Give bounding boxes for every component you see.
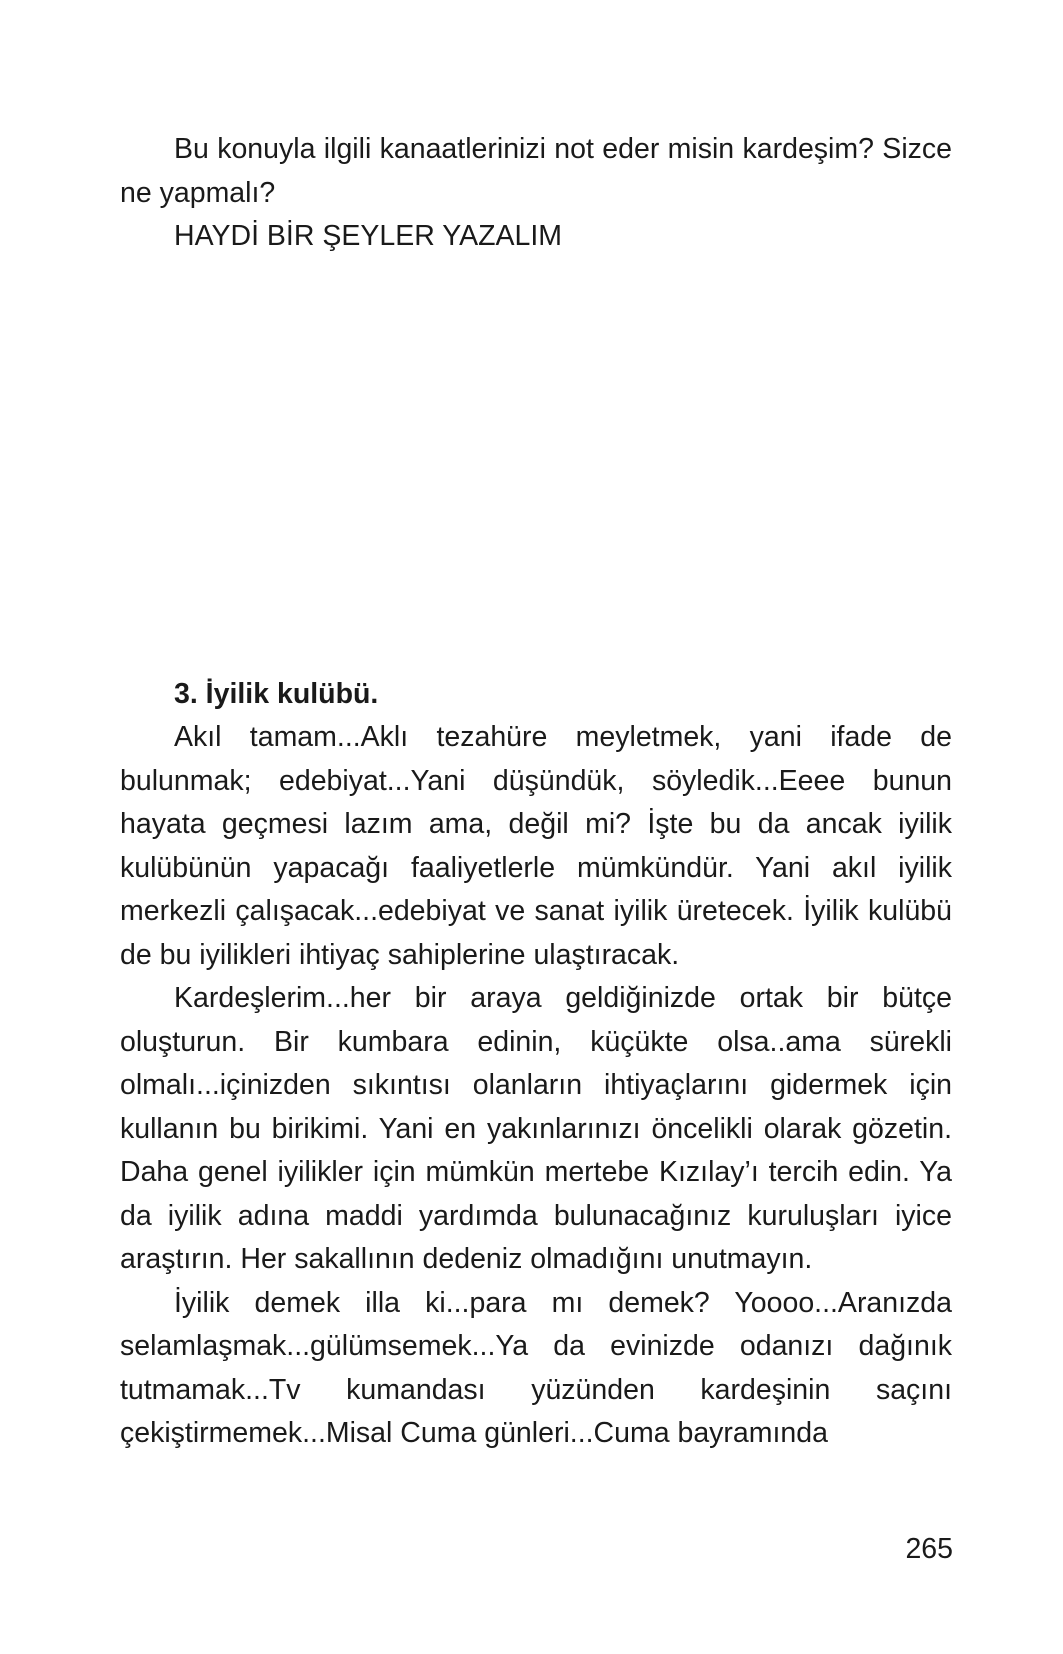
page-body xyxy=(120,128,952,1456)
write-prompt: HAYDİ BİR ŞEYLER YAZALIM xyxy=(174,220,563,252)
question-paragraph: Bu konuyla ilgili kanaatlerinizi not eder misin kardeşim? Sizce ne yapmalı? xyxy=(120,133,952,209)
body-paragraph: İyilik demek illa ki...para mı demek? Yoooo...Aranızda selamlaşmak...gülümsemek...Ya da evinizde odanızı dağınık tutmamak...Tv kumandası yüzünden kardeşinin saçını çekiştirmemek...Misal Cuma günleri...Cuma bayramında xyxy=(120,1286,952,1449)
body-paragraph: Akıl tamam...Aklı tezahüre meyletmek, yani ifade de bulunmak; edebiyat...Yani düşündük, söyledik...Eeee bunun hayata geçmesi lazım ama, değil mi? İşte bu da ancak iyilik kulübünün yapacağı faaliyetlerle mümkündür. Yani akıl iyilik merkezli çalışacak...edebiyat ve sanat iyilik üretecek. İyilik kulübü de bu iyilikleri ihtiyaç sahiplerine ulaştıracak. xyxy=(120,721,952,971)
section-heading: 3. İyilik kulübü. xyxy=(174,677,379,710)
page-number: 265 xyxy=(905,1533,953,1565)
blank-writing-area xyxy=(120,259,952,673)
body-paragraph: Kardeşlerim...her bir araya geldiğinizde ortak bir bütçe oluşturun. Bir kumbara edinin, küçükte olsa..ama sürekli olmalı...içinizden sıkıntısı olanların ihtiyaçlarını gidermek için kullanın bu birikimi. Yani en yakınlarınızı öncelikli olarak gözetin. Daha genel iyilikler için mümkün mertebe Kızılay’ı tercih edin. Ya da iyilik adına maddi yardımda bulunacağınız kuruluşları iyice araştırın. Her sakallının dedeniz olmadığını unutmayın. xyxy=(120,982,952,1275)
